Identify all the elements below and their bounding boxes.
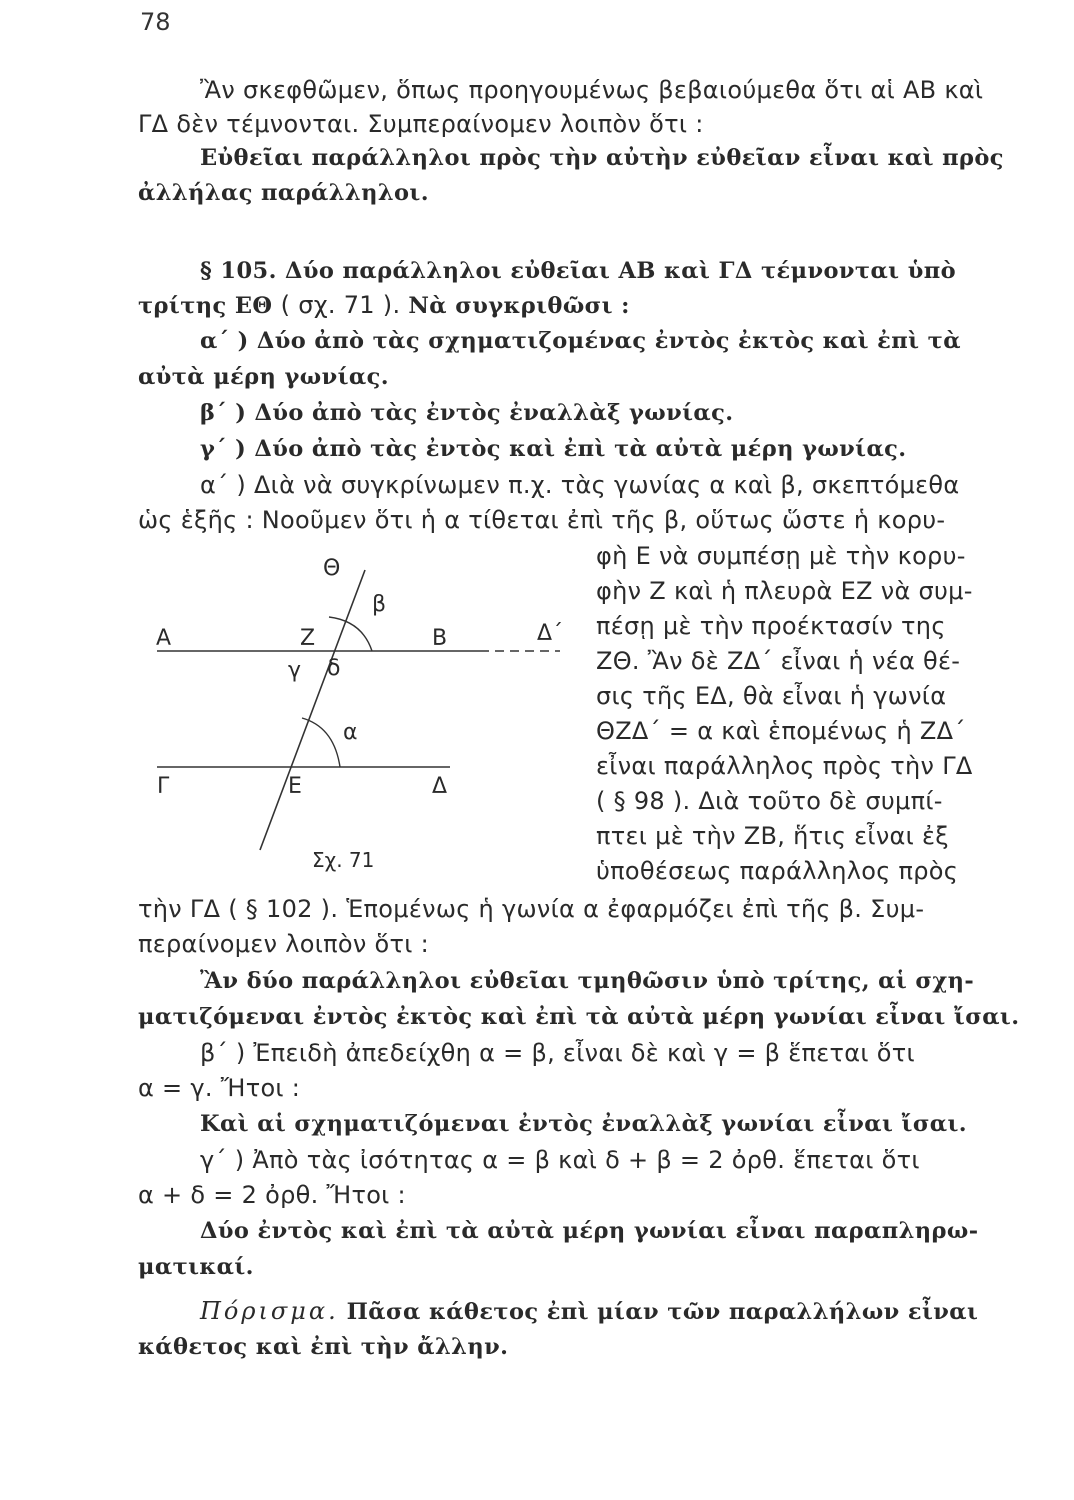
theorem-line: ματικαί. (138, 1254, 254, 1280)
page-number: 78 (140, 8, 171, 36)
label-z: Ζ (300, 626, 316, 651)
text-line: τὴν ΓΔ ( § 102 ). Ἑπομένως ἡ γωνία α ἐφαρμόζει ἐπὶ τῆς β. Συμ- (138, 895, 925, 923)
text-line: γ΄ ) Ἀπὸ τὰς ἰσότητας α = β καὶ δ + β = 2 ὀρθ. ἕπεται ὅτι (200, 1146, 920, 1174)
theorem-line: Εὐθεῖαι παράλληλοι πρὸς τὴν αὐτὴν εὐθεῖαν εἶναι καὶ πρὸς (200, 145, 1004, 171)
label-delta: δ (327, 656, 341, 681)
text-line: ΓΔ δὲν τέμνονται. Συμπεραίνομεν λοιπὸν ὅτι : (138, 110, 704, 138)
text-line: φὴ Ε νὰ συμπέσῃ μὲ τὴν κορυ- (596, 542, 966, 570)
section-heading (200, 255, 956, 286)
text-line: β΄ ) Ἐπειδὴ ἀπεδείχθη α = β, εἶναι δὲ καὶ γ = β ἕπεται ὅτι (200, 1039, 915, 1067)
text-line: α + δ = 2 ὀρθ. Ἤτοι : (138, 1181, 406, 1209)
task-c: γ΄ ) Δύο ἀπὸ τὰς ἐντὸς καὶ ἐπὶ τὰ αὐτὰ μέρη γωνίας. (200, 436, 907, 462)
theorem-line: ἀλλήλας παράλληλοι. (138, 180, 429, 206)
transversal-e-theta (260, 570, 365, 850)
arc-beta (329, 617, 372, 651)
theorem-line: Δύο ἐντὸς καὶ ἐπὶ τὰ αὐτὰ μέρη γωνίαι εἶναι παραπληρω- (200, 1218, 979, 1244)
label-g: Γ (157, 774, 170, 799)
text-line: ὡς ἑξῆς : Νοοῦμεν ὅτι ἡ α τίθεται ἐπὶ τῆς β, οὕτως ὥστε ἡ κορυ- (138, 506, 946, 534)
text-line: α = γ. Ἤτοι : (138, 1074, 301, 1102)
task-label: Νὰ συγκριθῶσι : (408, 293, 630, 319)
text-line: Ἂν σκεφθῶμεν, ὅπως προηγουμένως βεβαιούμεθα ὅτι αἱ ΑΒ καὶ (200, 76, 984, 104)
text-line: πέσῃ μὲ τὴν προέκτασίν της (596, 612, 946, 640)
text-line: πτει μὲ τὴν ΖΒ, ἥτις εἶναι ἐξ (596, 822, 949, 850)
text-line: φὴν Ζ καὶ ἡ πλευρὰ ΕΖ νὰ συμ- (596, 577, 973, 605)
theorem-line: ματιζόμεναι ἐντὸς ἐκτὸς καὶ ἐπὶ τὰ αὐτὰ μέρη γωνίαι εἶναι ἴσαι. (138, 1004, 1020, 1030)
theorem-line: Ἂν δύο παράλληλοι εὐθεῖαι τμηθῶσιν ὑπὸ τρίτης, αἱ σχη- (200, 968, 975, 994)
label-theta: Θ (323, 556, 341, 581)
corollary-label: Πόρισμα. (200, 1297, 339, 1325)
label-d-prime: Δ΄ (537, 621, 564, 646)
text-line: σις τῆς ΕΔ, θὰ εἶναι ἡ γωνία (596, 682, 947, 710)
label-beta: β (372, 592, 387, 617)
arc-alpha (302, 718, 340, 767)
corollary-line-cont: κάθετος καὶ ἐπὶ τὴν ἄλλην. (138, 1334, 509, 1360)
text-line: ΖΘ. Ἂν δὲ ΖΔ΄ εἶναι ἡ νέα θέ- (596, 647, 961, 675)
section-title: Δύο παράλληλοι εὐθεῖαι ΑΒ καὶ ΓΔ τέμνονται ὑπὸ (285, 258, 956, 284)
text-line: α΄ ) Διὰ νὰ συγκρίνωμεν π.χ. τὰς γωνίας α καὶ β, σκεπτόμεθα (200, 471, 960, 499)
task-a: α΄ ) Δύο ἀπὸ τὰς σχηματιζομένας ἐντὸς ἐκτὸς καὶ ἐπὶ τὰ (200, 328, 961, 354)
figure-ref: ( σχ. 71 ). (280, 291, 409, 319)
label-alpha: α (343, 720, 358, 745)
label-b: Β (432, 626, 448, 651)
label-a: Α (156, 626, 172, 651)
figure-caption: Σχ. 71 (312, 848, 375, 872)
task-a-cont: αὐτὰ μέρη γωνίας. (138, 364, 389, 390)
label-gamma: γ (288, 658, 302, 683)
section-number: § 105. (200, 258, 286, 284)
figure-71 (140, 555, 580, 885)
section-heading-cont (138, 290, 630, 321)
task-b: β΄ ) Δύο ἀπὸ τὰς ἐντὸς ἐναλλὰξ γωνίας. (200, 400, 734, 426)
corollary-line (200, 1296, 978, 1327)
section-title-cont: τρίτης ΕΘ (138, 293, 281, 319)
text-line: εἶναι παράλληλος πρὸς τὴν ΓΔ (596, 752, 973, 780)
theorem-line: Καὶ αἱ σχηματιζόμεναι ἐντὸς ἐναλλὰξ γωνίαι εἶναι ἴσαι. (200, 1111, 968, 1137)
text-line: ( § 98 ). Διὰ τοῦτο δὲ συμπί- (596, 787, 943, 815)
text-line: ΘΖΔ΄ = α καὶ ἑπομένως ἡ ΖΔ΄ (596, 717, 966, 745)
label-e: Ε (288, 774, 302, 799)
corollary-text: Πᾶσα κάθετος ἐπὶ μίαν τῶν παραλλήλων εἶναι (346, 1299, 979, 1325)
text-line: περαίνομεν λοιπὸν ὅτι : (138, 930, 430, 958)
label-d: Δ (432, 774, 448, 799)
text-line: ὑποθέσεως παράλληλος πρὸς (596, 857, 959, 885)
